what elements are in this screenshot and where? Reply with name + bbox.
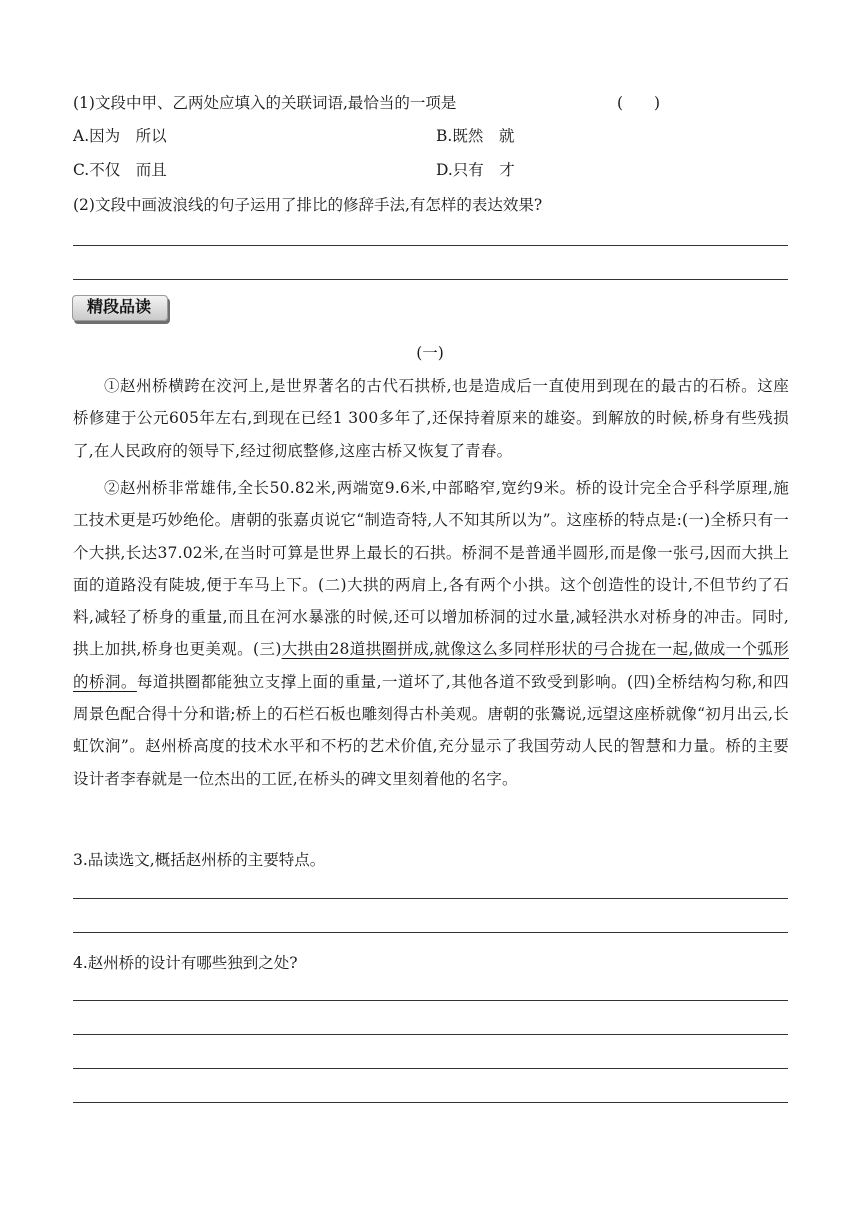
answer-line: [73, 245, 788, 246]
section-badge-label: 精段品读: [86, 297, 151, 316]
option-a: A.因为 所以: [73, 127, 167, 145]
answer-line: [73, 1034, 788, 1035]
answer-line: [73, 932, 788, 933]
answer-line: [73, 1068, 788, 1069]
option-b: B.既然 就: [436, 127, 515, 145]
passage-paragraph-2: [73, 472, 789, 795]
passage-paragraph-1: ①赵州桥横跨在洨河上,是世界著名的古代石拱桥,也是造成后一直使用到现在的最古的石桥。这座桥修建于公元605年左右,到现在已经1 300多年了,还保持着原来的雄姿。到解放的时候,桥身有些残损了,在人民政府的领导下,经过彻底整修,这座古桥又恢复了青春。: [73, 377, 789, 460]
option-c: C.不仅 而且: [73, 161, 167, 179]
question-4-stem: 4.赵州桥的设计有哪些独到之处?: [73, 954, 298, 972]
part-label: (一): [416, 344, 444, 362]
answer-line: [73, 279, 788, 280]
option-d: D.只有 才: [436, 161, 515, 179]
answer-line: [73, 898, 788, 899]
answer-bracket: ( ): [617, 94, 661, 112]
answer-line: [73, 1000, 788, 1001]
question-1-stem: (1)文段中甲、乙两处应填入的关联词语,最恰当的一项是: [73, 94, 457, 112]
passage-text: 每道拱圈都能独立支撑上面的重量,一道坏了,其他各道不致受到影响。(四)全桥结构匀称,和四周景色配合得十分和谐;桥上的石栏石板也雕刻得古朴美观。唐朝的张鷟说,远望这座桥就像“初月出云,长虹饮涧”。赵州桥高度的技术水平和不朽的艺术价值,充分显示了我国劳动人民的智慧和力量。桥的主要设计者李春就是一位杰出的工匠,在桥头的碑文里刻着他的名字。: [73, 672, 789, 788]
underlined-sentence: 大拱由28道拱圈拼成,就像这么多同样形状的弓合拢在一起,做成一个弧形的桥洞。: [73, 640, 789, 691]
section-badge: [72, 295, 168, 323]
question-2-stem: (2)文段中画波浪线的句子运用了排比的修辞手法,有怎样的表达效果?: [73, 196, 543, 214]
question-3-stem: 3.品读选文,概括赵州桥的主要特点。: [73, 851, 326, 869]
passage-text: ②赵州桥非常雄伟,全长50.82米,两端宽9.6米,中部略窄,宽约9米。桥的设计完全合乎科学原理,施工技术更是巧妙绝伦。唐朝的张嘉贞说它“制造奇特,人不知其所以为”。这座桥的特点是:(一)全桥只有一个大拱,长达37.02米,在当时可算是世界上最长的石拱。桥洞不是普通半圆形,而是像一张弓,因而大拱上面的道路没有陡坡,便于车马上下。(二)大拱的两肩上,各有两个小拱。这个创造性的设计,不但节约了石料,减轻了桥身的重量,而且在河水暴涨的时候,还可以增加桥洞的过水量,减轻洪水对桥身的冲击。同时,拱上加拱,桥身也更美观。(三): [73, 479, 789, 659]
answer-line: [73, 1102, 788, 1103]
